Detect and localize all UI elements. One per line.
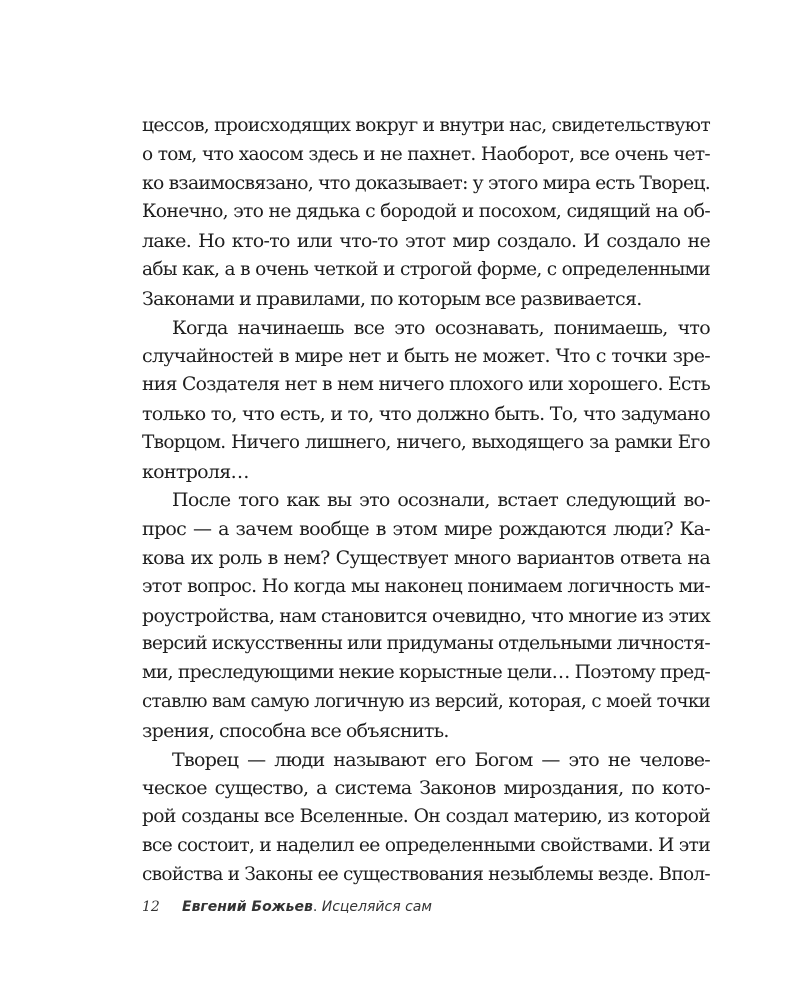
paragraph [142, 746, 710, 890]
text-line: ческое существо, а система Законов мироздания, по кото- [142, 777, 710, 800]
text-line: Конечно, это не дядька с бородой и посохом, сидящий на об- [142, 201, 710, 223]
text-line: свойства и Законы ее существования незыблемы везде. Впол- [142, 863, 710, 885]
footer-author: Евгений Божьев [182, 899, 313, 915]
text-line: о том, что хаосом здесь и не пахнет. Наоборот, все очень чет- [142, 143, 710, 165]
book-page-body [142, 112, 710, 890]
text-line: ми, преследующими некие корыстные цели… Поэтому пред- [142, 662, 710, 684]
text-line: Творец — люди называют его Богом — это не челове- [172, 748, 710, 771]
text-line: После того как вы это осознали, встает следующий во- [172, 489, 710, 512]
page-number: 12 [142, 899, 160, 915]
text-line: случайностей в мире нет и быть не может. Что с точки зре- [142, 345, 710, 368]
page-footer [142, 897, 432, 917]
text-line: этот вопрос. Но когда мы наконец понимаем логичность ми- [142, 575, 710, 597]
text-line: Когда начинаешь все это осознавать, понимаешь, что [172, 316, 710, 339]
text-line: ния Создателя нет в нем ничего плохого или хорошего. Есть [142, 374, 710, 396]
text-line: версий искусственны или придуманы отдельными личностя- [142, 633, 710, 655]
text-line: абы как, а в очень четкой и строгой форме, с определенными [142, 258, 710, 280]
text-line: цессов, происходящих вокруг и внутри нас, свидетельствуют [142, 115, 710, 136]
text-line: лаке. Но кто-то или что-то этот мир создало. И создало не [142, 230, 710, 253]
text-line: контроля… [142, 460, 249, 483]
paragraph [142, 486, 710, 745]
footer-separator: . [312, 899, 318, 915]
text-line: прос — а зачем вообще в этом мире рождаются люди? Ка- [142, 518, 710, 541]
text-line: Творцом. Ничего лишнего, ничего, выходящего за рамки Его [142, 431, 710, 453]
paragraph [142, 314, 710, 487]
footer-book-title: Исцеляйся сам [321, 899, 432, 915]
text-line: ставлю вам самую логичную из версий, которая, с моей точки [142, 690, 710, 712]
text-line: Законами и правилами, по которым все развивается. [142, 287, 642, 310]
text-line: рой созданы все Вселенные. Он создал материю, из которой [142, 806, 710, 828]
text-line: только то, что есть, и то, что должно быть. То, что задумано [142, 402, 710, 425]
text-line: кова их роль в нем? Существует много вариантов ответа на [142, 546, 710, 569]
text-line: ко взаимосвязано, что доказывает: у этого мира есть Творец. [142, 172, 710, 194]
text-line: зрения, способна все объяснить. [142, 719, 449, 742]
text-line: все состоит, и наделил ее определенными свойствами. И эти [142, 834, 710, 856]
paragraph [142, 112, 710, 314]
text-line: роустройства, нам становится очевидно, что многие из этих [142, 604, 710, 627]
